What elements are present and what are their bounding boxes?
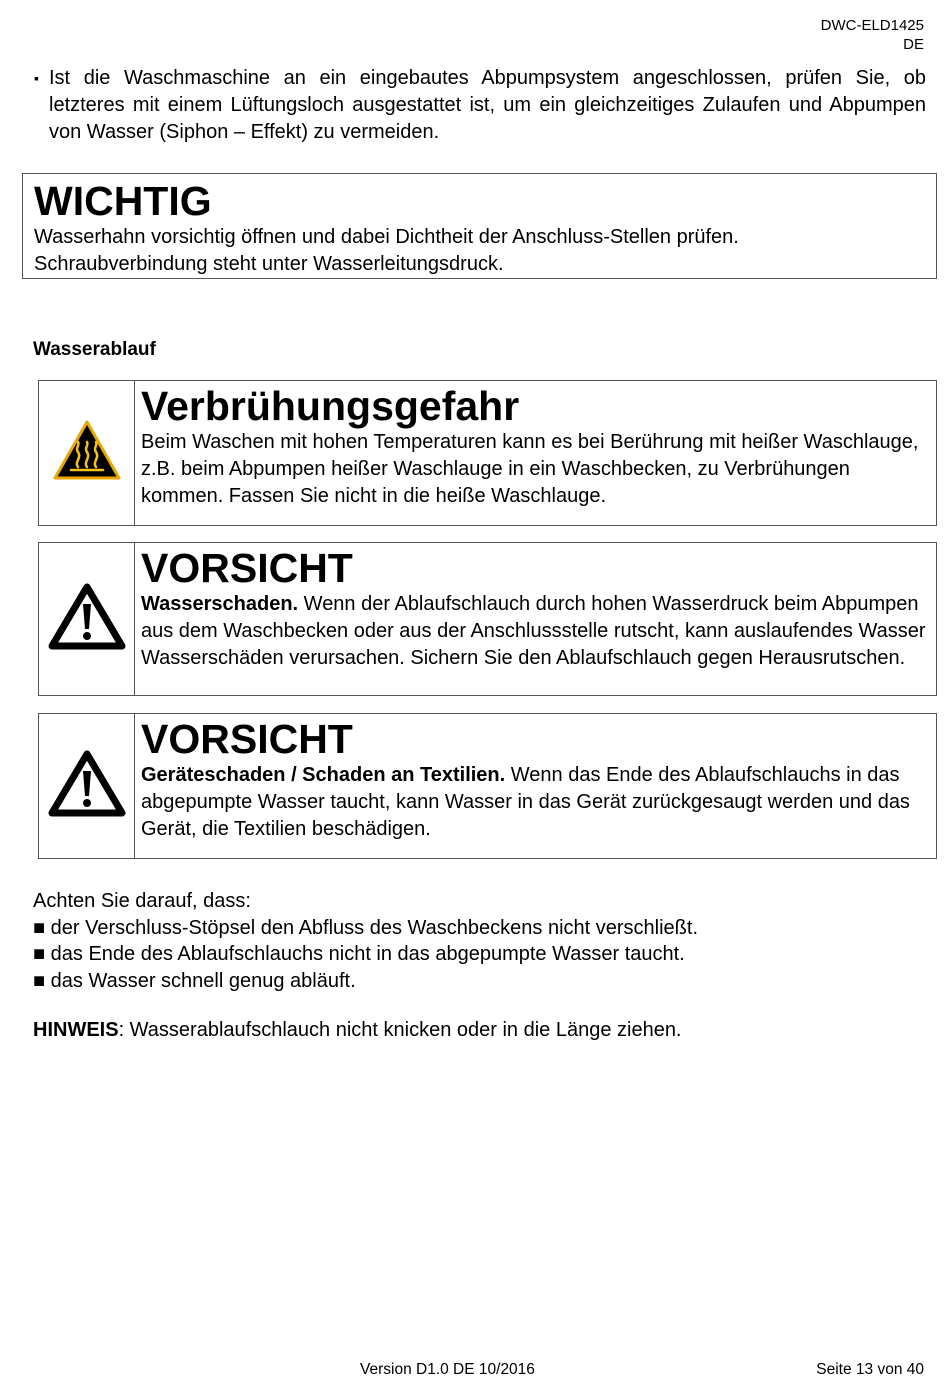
appliance-damage-caution-box — [38, 713, 937, 859]
bullet-marker: ■ — [33, 943, 46, 965]
exclamation-warning-icon — [48, 582, 126, 650]
caution-title: VORSICHT — [141, 716, 353, 762]
note-label: HINWEIS — [33, 1019, 119, 1041]
document-header — [821, 16, 924, 54]
note-text: : Wasserablaufschlauch nicht knicken oder in die Länge ziehen. — [118, 1019, 682, 1041]
checklist-intro: Achten Sie darauf, dass: — [33, 890, 251, 912]
footer-page-number: Seite 13 von 40 — [816, 1361, 924, 1378]
bullet-marker: ■ — [33, 969, 46, 992]
list-item: ■ das Ende des Ablaufschlauchs nicht in das abgepumpte Wasser taucht. — [33, 943, 685, 965]
list-item: ■ der Verschluss-Stöpsel den Abfluss des Waschbeckens nicht verschließt. — [33, 916, 698, 939]
warning-title: Verbrühungsgefahr — [141, 383, 520, 429]
note — [33, 1019, 682, 1042]
caution-body — [141, 762, 926, 843]
warning-text-cell — [135, 543, 936, 695]
caution-title: VORSICHT — [141, 545, 353, 591]
doc-language: DE — [903, 36, 924, 53]
important-notice-box — [22, 173, 937, 279]
water-damage-caution-box — [38, 542, 937, 696]
intro-paragraph — [33, 65, 926, 146]
section-heading: Wasserablauf — [33, 339, 156, 360]
caution-text: Wenn das Ende des Ablaufschlauchs in das abgepumpte Wasser taucht, kann Wasser in das Gerät zurückgesaugt werden und das Gerät, die Textilien beschädigen. — [141, 764, 910, 840]
warning-icon-cell — [39, 714, 135, 858]
caution-subject: Wasserschaden. — [141, 593, 299, 615]
important-line-1: Wasserhahn vorsichtig öffnen und dabei Dichtheit der Anschluss-Stellen prüfen. — [34, 226, 739, 248]
hot-surface-warning-icon — [53, 420, 121, 480]
exclamation-warning-icon — [48, 749, 126, 817]
caution-body — [141, 591, 926, 672]
scald-warning-box — [38, 380, 937, 526]
caution-subject: Geräteschaden / Schaden an Textilien. — [141, 764, 506, 786]
list-item: ■ das Wasser schnell genug abläuft. — [33, 969, 356, 992]
doc-id: DWC-ELD1425 — [820, 17, 924, 34]
warning-text-cell — [135, 381, 936, 525]
important-line-2: Schraubverbindung steht unter Wasserleitungsdruck. — [34, 253, 504, 275]
checklist — [33, 888, 698, 994]
footer-version: Version D1.0 DE 10/2016 — [360, 1361, 535, 1378]
important-title: WICHTIG — [34, 178, 212, 224]
intro-text: Ist die Waschmaschine an ein eingebautes Abpumpsystem angeschlossen, prüfen Sie, ob letzteres mit einem Lüftungsloch ausgestattet ist, um ein gleichzeitiges Zulaufen und Abpumpen von Wasser (Siphon – Effekt) zu vermeiden. — [49, 67, 926, 143]
warning-icon-cell — [39, 381, 135, 525]
warning-icon-cell — [39, 543, 135, 695]
bullet-marker: ▪ — [34, 70, 39, 86]
caution-text: Wenn der Ablaufschlauch durch hohen Wasserdruck beim Abpumpen aus dem Waschbecken oder aus der Anschlussstelle rutscht, kann auslaufendes Wasser Wasserschäden verursachen. Sichern Sie den Ablaufschlauch gegen Herausrutschen. — [141, 593, 926, 669]
warning-body: Beim Waschen mit hohen Temperaturen kann es bei Berührung mit heißer Waschlauge, z.B. beim Abpumpen heißer Waschlauge in ein Waschbecken, zu Verbrühungen kommen. Fassen Sie nicht in die heiße Waschlauge. — [141, 431, 919, 507]
bullet-marker: ■ — [33, 916, 46, 939]
warning-text-cell — [135, 714, 936, 858]
